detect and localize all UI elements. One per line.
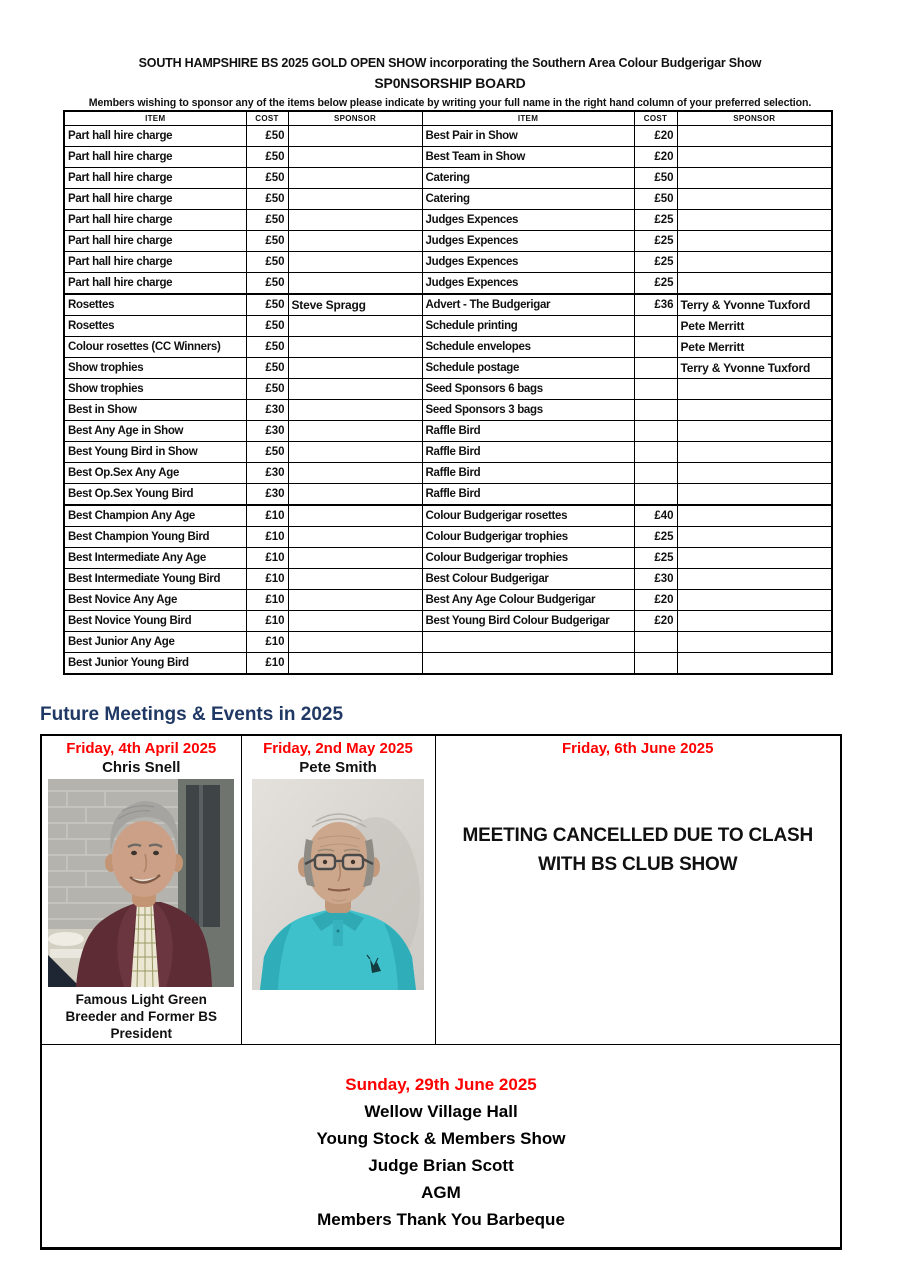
cost-cell: £10: [246, 632, 288, 653]
table-row: [64, 590, 832, 611]
sponsor-cell: [288, 590, 422, 611]
sponsor-cell: [677, 505, 832, 527]
table-row: [64, 653, 832, 675]
cost-cell: £50: [246, 316, 288, 337]
final-event-line: Members Thank You Barbeque: [317, 1210, 565, 1229]
item-cell: Raffle Bird: [422, 442, 634, 463]
item-cell: Judges Expences: [422, 231, 634, 252]
item-cell: Catering: [422, 189, 634, 210]
sponsor-cell: Steve Spragg: [288, 294, 422, 316]
sponsor-cell: [677, 590, 832, 611]
item-cell: Part hall hire charge: [64, 126, 246, 147]
sponsor-cell: [677, 252, 832, 273]
sponsor-cell: [677, 379, 832, 400]
col-header-sponsor-right: SPONSOR: [677, 111, 832, 126]
sponsor-cell: [288, 653, 422, 675]
sponsor-cell: [677, 632, 832, 653]
sponsorship-body: [64, 126, 832, 675]
table-row: [64, 147, 832, 168]
item-cell: Best in Show: [64, 400, 246, 421]
sponsor-cell: [677, 126, 832, 147]
item-cell: Part hall hire charge: [64, 147, 246, 168]
item-cell: Best Junior Young Bird: [64, 653, 246, 675]
cost-cell: £30: [246, 400, 288, 421]
table-row: [64, 337, 832, 358]
sponsor-cell: [288, 273, 422, 295]
cost-cell: £50: [246, 126, 288, 147]
item-cell: Catering: [422, 168, 634, 189]
sponsor-cell: [288, 569, 422, 590]
table-row: [64, 358, 832, 379]
table-row: [64, 400, 832, 421]
item-cell: Part hall hire charge: [64, 231, 246, 252]
cost-cell: [634, 337, 677, 358]
table-row: [64, 126, 832, 147]
table-row: [64, 484, 832, 506]
cost-cell: £50: [634, 168, 677, 189]
item-cell: [422, 632, 634, 653]
item-cell: Raffle Bird: [422, 484, 634, 506]
item-cell: Advert - The Budgerigar: [422, 294, 634, 316]
item-cell: Rosettes: [64, 294, 246, 316]
item-cell: Best Junior Any Age: [64, 632, 246, 653]
event-date: Friday, 2nd May 2025: [263, 740, 413, 757]
cost-cell: £25: [634, 527, 677, 548]
cost-cell: £25: [634, 273, 677, 295]
sponsorship-header-row: [64, 111, 832, 126]
item-cell: Colour rosettes (CC Winners): [64, 337, 246, 358]
item-cell: Colour Budgerigar rosettes: [422, 505, 634, 527]
sponsor-cell: [677, 484, 832, 506]
table-row: [64, 273, 832, 295]
cost-cell: £50: [246, 189, 288, 210]
event-cell-may: [241, 735, 435, 1045]
sponsor-cell: [677, 421, 832, 442]
future-meetings-heading: Future Meetings & Events in 2025: [40, 704, 344, 725]
col-header-item-left: ITEM: [64, 111, 246, 126]
sponsor-cell: [288, 527, 422, 548]
chris-snell-photo: [48, 779, 234, 987]
sponsor-cell: [288, 632, 422, 653]
table-row: [64, 463, 832, 484]
event-date: Friday, 6th June 2025: [562, 740, 714, 757]
table-row: [64, 569, 832, 590]
cost-cell: £20: [634, 611, 677, 632]
table-row: [64, 379, 832, 400]
sponsor-cell: [288, 505, 422, 527]
sponsor-cell: [677, 463, 832, 484]
cost-cell: £50: [246, 252, 288, 273]
cost-cell: £10: [246, 611, 288, 632]
item-cell: Best Young Bird in Show: [64, 442, 246, 463]
item-cell: Best Novice Any Age: [64, 590, 246, 611]
cost-cell: £20: [634, 126, 677, 147]
cost-cell: £10: [246, 590, 288, 611]
sponsor-cell: [288, 126, 422, 147]
sponsor-cell: [677, 210, 832, 231]
sponsor-cell: [677, 231, 832, 252]
cost-cell: £20: [634, 147, 677, 168]
cost-cell: [634, 632, 677, 653]
cost-cell: [634, 316, 677, 337]
sponsor-cell: [677, 548, 832, 569]
cost-cell: £40: [634, 505, 677, 527]
sponsor-cell: [288, 400, 422, 421]
item-cell: Best Novice Young Bird: [64, 611, 246, 632]
sponsor-cell: [288, 210, 422, 231]
sponsor-cell: [288, 231, 422, 252]
pete-smith-photo: [252, 779, 424, 990]
cost-cell: [634, 463, 677, 484]
final-event-line: Young Stock & Members Show: [316, 1129, 566, 1148]
sponsor-cell: [288, 147, 422, 168]
item-cell: Raffle Bird: [422, 463, 634, 484]
final-event-line: Wellow Village Hall: [364, 1102, 518, 1121]
sponsor-cell: [677, 653, 832, 675]
sponsor-cell: [288, 484, 422, 506]
cost-cell: £50: [634, 189, 677, 210]
sponsor-cell: [288, 168, 422, 189]
table-row: [64, 189, 832, 210]
table-row: [64, 442, 832, 463]
cost-cell: [634, 442, 677, 463]
item-cell: Schedule printing: [422, 316, 634, 337]
cost-cell: £10: [246, 569, 288, 590]
item-cell: Show trophies: [64, 358, 246, 379]
sponsor-cell: [288, 379, 422, 400]
cost-cell: £50: [246, 168, 288, 189]
item-cell: Raffle Bird: [422, 421, 634, 442]
table-row: [64, 168, 832, 189]
cost-cell: £30: [246, 421, 288, 442]
sponsor-cell: [677, 168, 832, 189]
item-cell: Best Any Age in Show: [64, 421, 246, 442]
table-row: [64, 294, 832, 316]
item-cell: Schedule postage: [422, 358, 634, 379]
item-cell: Rosettes: [64, 316, 246, 337]
table-row: [64, 505, 832, 527]
item-cell: Best Intermediate Young Bird: [64, 569, 246, 590]
table-row: [64, 252, 832, 273]
cost-cell: £30: [246, 484, 288, 506]
sponsor-cell: [677, 527, 832, 548]
table-row: [64, 548, 832, 569]
cost-cell: £50: [246, 442, 288, 463]
cost-cell: £10: [246, 653, 288, 675]
cost-cell: [634, 484, 677, 506]
table-row: [64, 611, 832, 632]
sponsor-cell: [677, 442, 832, 463]
col-header-cost-left: COST: [246, 111, 288, 126]
item-cell: Colour Budgerigar trophies: [422, 527, 634, 548]
sponsor-cell: [288, 316, 422, 337]
col-header-sponsor-left: SPONSOR: [288, 111, 422, 126]
table-row: [64, 210, 832, 231]
cost-cell: £30: [634, 569, 677, 590]
events-row: [41, 735, 841, 1045]
sponsor-cell: [677, 611, 832, 632]
page-title: SOUTH HAMPSHIRE BS 2025 GOLD OPEN SHOW incorporating the Southern Area Colour Budgerigar Show: [138, 56, 762, 70]
final-event-date: Sunday, 29th June 2025: [345, 1075, 537, 1094]
col-header-cost-right: COST: [634, 111, 677, 126]
final-event-cell: [41, 1045, 841, 1249]
cost-cell: £36: [634, 294, 677, 316]
cost-cell: £50: [246, 379, 288, 400]
item-cell: Best Op.Sex Young Bird: [64, 484, 246, 506]
sponsor-cell: [677, 400, 832, 421]
sponsor-cell: [677, 569, 832, 590]
event-cell-june: [435, 735, 841, 1045]
cost-cell: £50: [246, 294, 288, 316]
event-date: Friday, 4th April 2025: [66, 740, 217, 757]
future-meetings-table: [40, 734, 842, 1250]
final-event-line: Judge Brian Scott: [368, 1156, 514, 1175]
item-cell: Best Intermediate Any Age: [64, 548, 246, 569]
sponsor-cell: [288, 358, 422, 379]
cost-cell: [634, 379, 677, 400]
item-cell: Colour Budgerigar trophies: [422, 548, 634, 569]
page-subtitle: SP0NSORSHIP BOARD: [374, 75, 526, 91]
speaker-name: Chris Snell: [102, 759, 181, 776]
cost-cell: £30: [246, 463, 288, 484]
sponsor-instruction: Members wishing to sponsor any of the items below please indicate by writing your full name in the right hand column of your preferred selection.: [88, 97, 812, 109]
sponsor-cell: [288, 189, 422, 210]
item-cell: Best Op.Sex Any Age: [64, 463, 246, 484]
item-cell: Part hall hire charge: [64, 189, 246, 210]
sponsor-cell: [288, 463, 422, 484]
table-row: [64, 231, 832, 252]
final-event-row: [41, 1045, 841, 1249]
cost-cell: £50: [246, 358, 288, 379]
cost-cell: [634, 653, 677, 675]
sponsor-cell: [288, 442, 422, 463]
item-cell: Part hall hire charge: [64, 168, 246, 189]
final-event-block: [42, 1045, 840, 1233]
sponsor-cell: [288, 252, 422, 273]
sponsor-cell: Pete Merritt: [677, 316, 832, 337]
item-cell: [422, 653, 634, 675]
sponsor-cell: [288, 337, 422, 358]
cost-cell: £50: [246, 337, 288, 358]
item-cell: Best Champion Young Bird: [64, 527, 246, 548]
cost-cell: [634, 400, 677, 421]
cost-cell: £25: [634, 231, 677, 252]
cost-cell: £20: [634, 590, 677, 611]
item-cell: Judges Expences: [422, 210, 634, 231]
table-row: [64, 527, 832, 548]
cost-cell: £50: [246, 231, 288, 252]
cancellation-notice: MEETING CANCELLED DUE TO CLASH WITH BS CLUB SHOW: [462, 825, 813, 875]
item-cell: Best Team in Show: [422, 147, 634, 168]
item-cell: Part hall hire charge: [64, 210, 246, 231]
cost-cell: £25: [634, 548, 677, 569]
item-cell: Judges Expences: [422, 273, 634, 295]
item-cell: Part hall hire charge: [64, 252, 246, 273]
sponsor-cell: [677, 147, 832, 168]
cost-cell: £50: [246, 273, 288, 295]
cost-cell: £25: [634, 252, 677, 273]
item-cell: Seed Sponsors 3 bags: [422, 400, 634, 421]
sponsor-cell: [677, 273, 832, 295]
item-cell: Judges Expences: [422, 252, 634, 273]
table-row: [64, 316, 832, 337]
table-row: [64, 421, 832, 442]
sponsor-cell: [288, 548, 422, 569]
item-cell: Best Pair in Show: [422, 126, 634, 147]
item-cell: Best Colour Budgerigar: [422, 569, 634, 590]
item-cell: Schedule envelopes: [422, 337, 634, 358]
sponsor-cell: [288, 611, 422, 632]
cost-cell: [634, 421, 677, 442]
sponsorship-table: [63, 110, 833, 675]
item-cell: Best Champion Any Age: [64, 505, 246, 527]
sponsor-cell: [677, 189, 832, 210]
item-cell: Best Young Bird Colour Budgerigar: [422, 611, 634, 632]
sponsor-cell: Terry & Yvonne Tuxford: [677, 294, 832, 316]
sponsor-cell: [288, 421, 422, 442]
cost-cell: £10: [246, 505, 288, 527]
cost-cell: [634, 358, 677, 379]
sponsor-cell: Pete Merritt: [677, 337, 832, 358]
cost-cell: £50: [246, 147, 288, 168]
speaker-caption: Famous Light Green Breeder and Former BS President: [65, 992, 218, 1041]
cost-cell: £10: [246, 548, 288, 569]
cost-cell: £10: [246, 527, 288, 548]
item-cell: Best Any Age Colour Budgerigar: [422, 590, 634, 611]
item-cell: Show trophies: [64, 379, 246, 400]
table-row: [64, 632, 832, 653]
item-cell: Part hall hire charge: [64, 273, 246, 295]
final-event-line: AGM: [421, 1183, 461, 1202]
sponsor-cell: Terry & Yvonne Tuxford: [677, 358, 832, 379]
cost-cell: £25: [634, 210, 677, 231]
event-cell-april: [41, 735, 241, 1045]
col-header-item-right: ITEM: [422, 111, 634, 126]
item-cell: Seed Sponsors 6 bags: [422, 379, 634, 400]
cost-cell: £50: [246, 210, 288, 231]
speaker-name: Pete Smith: [299, 759, 377, 776]
